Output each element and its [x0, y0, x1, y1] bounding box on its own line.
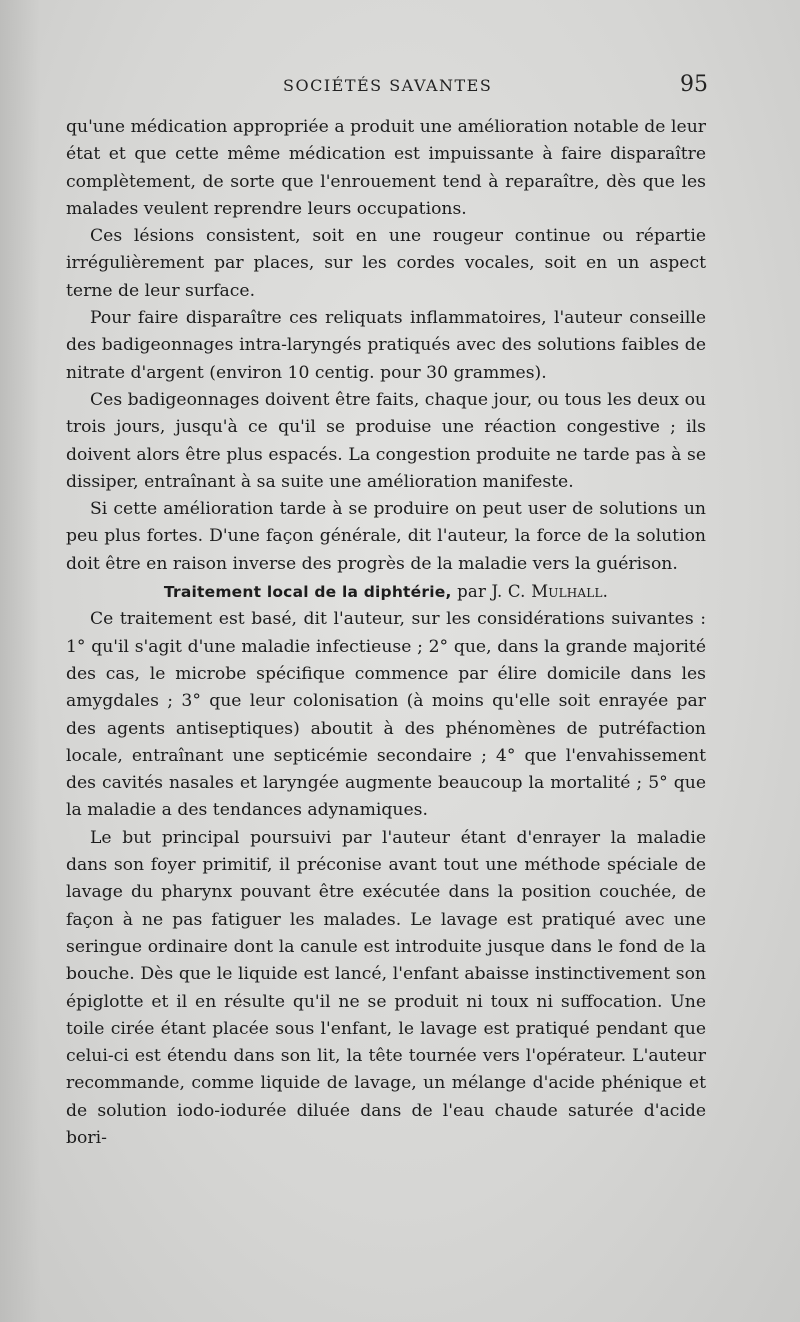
page-shadow-edge	[0, 0, 40, 1322]
body-text	[66, 114, 706, 1152]
paragraph-4: Ces badigeonnages doivent être faits, chaque jour, ou tous les deux ou trois jours, jusqu'à ce qu'il se produise une réaction congestive ; ils doivent alors être plus espacés. La congestion produite ne tarde pas à se dissiper, entraînant à sa suite une amélioration manifeste.	[66, 389, 706, 492]
running-header	[0, 72, 800, 102]
section-author-prefix: par J. C.	[457, 582, 526, 602]
running-title: SOCIÉTÉS SAVANTES	[283, 76, 493, 95]
section-author-name: Mulhall.	[531, 582, 609, 602]
paragraph-2: Ces lésions consistent, soit en une rougeur continue ou répartie irrégulièrement par places, sur les cordes vocales, soit en un aspect terne de leur surface.	[66, 226, 706, 301]
paragraph-7: Le but principal poursuivi par l'auteur étant d'enrayer la maladie dans son foyer primitif, il préconise avant tout une méthode spéciale de lavage du pharynx pouvant être exécutée dans la position couchée, de façon à ne pas fatiguer les malades. Le lavage est pratiqué avec une seringue ordinaire dont la canule est introduite jusque dans le fond de la bouche. Dès que le liquide est lancé, l'enfant abaisse instinctivement son épiglotte et il en résulte qu'il ne se produit ni toux ni suffocation. Une toile cirée étant placée sous l'enfant, le lavage est pratiqué pendant que celui-ci est étendu dans son lit, la tête tournée vers l'opérateur. L'auteur recommande, comme liquide de lavage, un mélange d'acide phénique et de solution iodo-iodurée diluée dans de l'eau chaude saturée d'acide bori-	[66, 827, 706, 1148]
paragraph-5: Si cette amélioration tarde à se produire on peut user de solutions un peu plus fortes. D'une façon générale, dit l'auteur, la force de la solution doit être en raison inverse des progrès de la maladie vers la guérison.	[66, 499, 706, 574]
section-heading	[66, 578, 706, 606]
paragraph-6: Ce traitement est basé, dit l'auteur, sur les considérations suivantes : 1° qu'il s'agit d'une maladie infectieuse ; 2° que, dans la grande majorité des cas, le microbe spécifique commence par élire domicile dans les amygdales ; 3° que leur colonisation (à moins qu'elle soit enrayée par des agents antiseptiques) aboutit à des phénomènes de putréfaction locale, entraînant une septicémie secondaire ; 4° que l'envahissement des cavités nasales et laryngée augmente beaucoup la mortalité ; 5° que la maladie a des tendances adynamiques.	[66, 609, 706, 821]
section-title: Traitement local de la diphtérie,	[163, 583, 452, 602]
paragraph-1: qu'une médication appropriée a produit une amélioration notable de leur état et que cette même médication est impuissante à faire disparaître complètement, de sorte que l'enrouement tend à reparaître, dès que les malades veulent reprendre leurs occupations.	[66, 117, 706, 219]
paragraph-3: Pour faire disparaître ces reliquats inflammatoires, l'auteur conseille des badigeonnages intra-laryngés pratiqués avec des solutions faibles de nitrate d'argent (environ 10 centig. pour 30 grammes).	[66, 308, 706, 383]
page-number: 95	[680, 72, 708, 97]
